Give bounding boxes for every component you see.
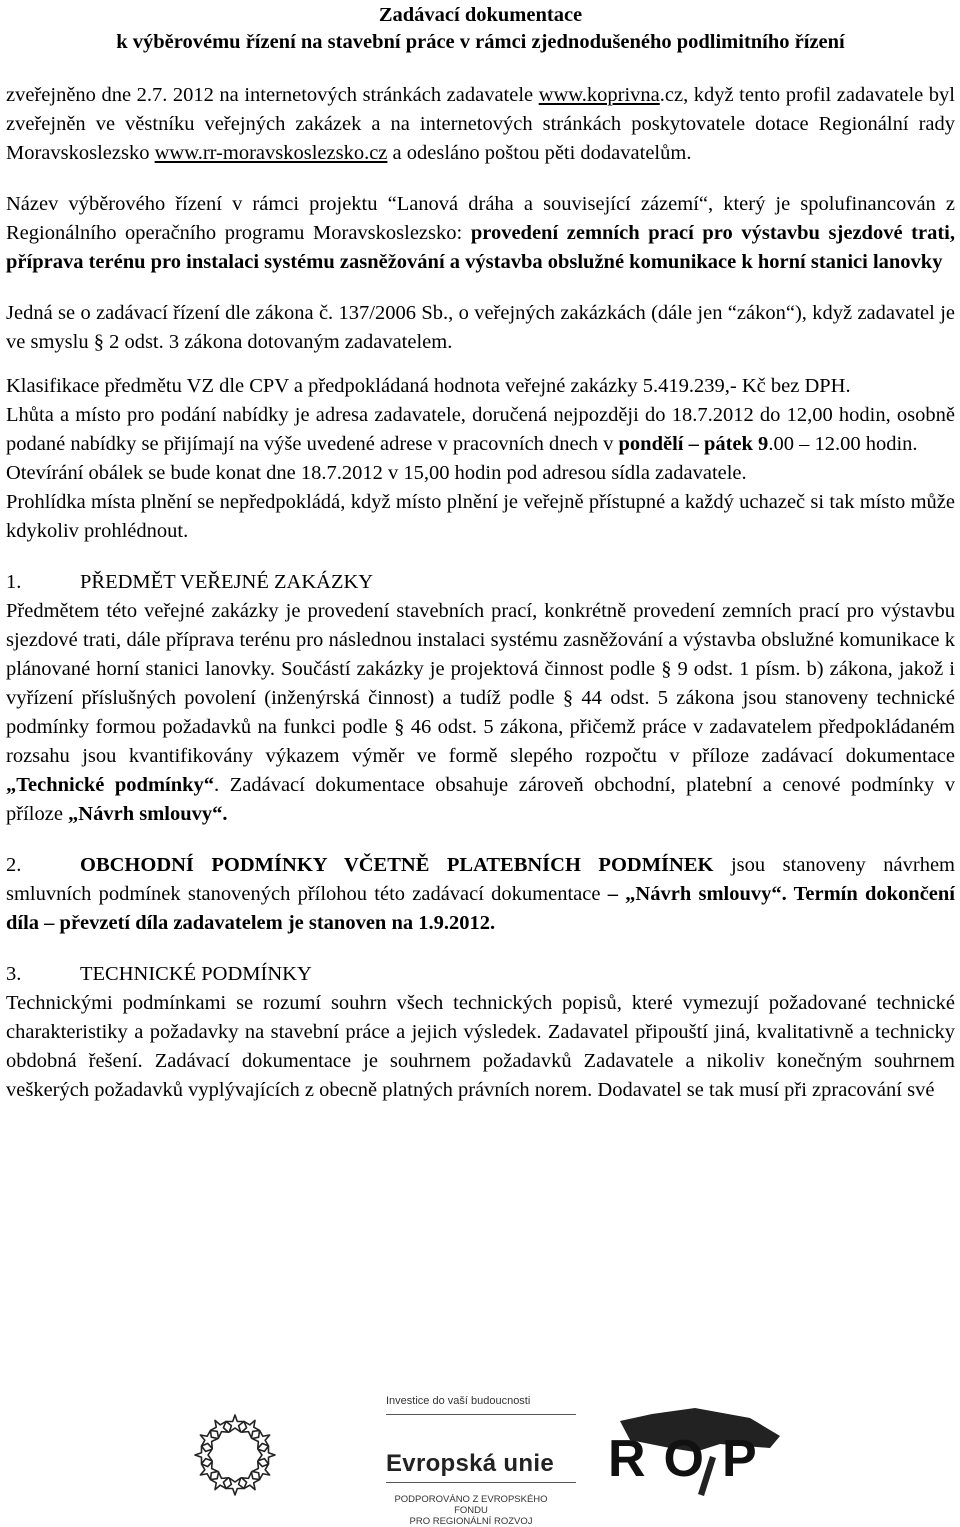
opening-paragraph: Otevírání obálek se bude konat dne 18.7.2012 v 15,00 hodin pod adresou sídla zadavatele.: [6, 462, 747, 484]
rop-logo-icon: [600, 1396, 800, 1506]
eu-flag-icon: [190, 1410, 280, 1500]
project-paragraph: Název výběrového řízení v rámci projektu “Lanová dráha a související zázemí“, který je spolufinancován z Regionálního operačního programu Moravskoslezsko: provedení zemních prací pro výstavbu sjezdové trati, příprava terénu pro instalaci systému zasněžování a výstavba obslužné komunikace k horní stanici lanovky: [6, 193, 955, 273]
deadline-paragraph: Lhůta a místo pro podání nabídky je adresa zadavatele, doručená nejpozději do 18.7.2012 do 12,00 hodin, osobně podané nabídky se přijímají na výše uvedené adrese v pracovních dnech v pondělí – pátek 9.00 – 12.00 hodin.: [6, 404, 955, 455]
rop-letters: ROP: [608, 1430, 775, 1488]
link-rr-moravskoslezsko[interactable]: www.rr-moravskoslezsko.cz: [154, 142, 388, 164]
inspection-paragraph: Prohlídka místa plnění se nepředpokládá, když místo plnění je veřejně přístupné a každý uchazeč si tak místo může kdykoliv prohlédnout.: [6, 491, 955, 542]
law-paragraph: Jedná se o zadávací řízení dle zákona č. 137/2006 Sb., o veřejných zakázkách (dále jen “zákon“), když zadavatel je ve smyslu § 2 odst. 3 zákona dotovaným zadavatelem.: [6, 302, 955, 353]
eu-fund-line1: PODPOROVÁNO Z EVROPSKÉHO FONDU: [394, 1494, 548, 1516]
footer-logos: [0, 1390, 960, 1525]
divider-bottom: [386, 1482, 576, 1483]
document-page: [6, 0, 955, 1105]
intro-paragraph: zveřejněno dne 2.7. 2012 na internetových stránkách zadavatele www.koprivna.cz, když tento profil zadavatele byl zveřejněn ve věstníku veřejných zakázek a na internetových stránkách poskytovatele dotace Regionální rady Moravskoslezsko www.rr-moravskoslezsko.cz a odesláno poštou pěti dodavatelům.: [6, 84, 956, 164]
eu-fund-line2: PRO REGIONÁLNÍ ROZVOJ: [409, 1516, 533, 1527]
section2-paragraph: 2. OBCHODNÍ PODMÍNKY VČETNĚ PLATEBNÍCH PODMÍNEK jsou stanoveny návrhem smluvních podmínek stanovených přílohou této zadávací dokumentace – „Návrh smlouvy“. Termín dokončení díla – převzetí díla zadavatelem je stanoven na 1.9.2012.: [6, 854, 956, 934]
eu-tagline: Investice do vaší budoucnosti: [386, 1395, 531, 1407]
section3-paragraph: Technickými podmínkami se rozumí souhrn všech technických popisů, které vymezují požadované technické charakteristiky a požadavky na stavební práce a jejich výsledek. Zadavatel připouští jiná, kvalitativně a technicky obdobná řešení. Zadávací dokumentace je souhrnem požadavků Zadavatele a nikoliv konečným souhrnem veškerých požadavků vyplývajících z obecně platných právních norem. Dodavatel se tak musí při zpracování své: [6, 992, 955, 1101]
section1-paragraph: Předmětem této veřejné zakázky je provedení stavebních prací, konkrétně provedení zemních prací pro výstavbu sjezdové trati, dále příprava terénu pro následnou instalaci systému zasněžování a výstavba obslužné komunikace k plánované horní stanici lanovky. Součástí zakázky je projektová činnost podle § 9 odst. 1 písm. b) zákona, jakož i vyřízení příslušných povolení (inženýrská činnost) a tudíž podle § 44 odst. 5 zákona jsou stanoveny technické podmínky formou požadavků na funkci podle § 46 odst. 5 zákona, přičemž práce v zadavatelem předpokládaném rozsahu jsou kvantifikovány výkazem výměr ve formě slepého rozpočtu v příloze zadávací dokumentace „Technické podmínky“. Zadávací dokumentace obsahuje zároveň obchodní, platební a cenové podmínky v příloze „Návrh smlouvy“.: [6, 600, 956, 825]
link-koprivna[interactable]: www.koprivna: [538, 84, 660, 106]
classification-paragraph: Klasifikace předmětu VZ dle CPV a předpokládaná hodnota veřejné zakázky 5.419.239,- Kč bez DPH.: [6, 375, 851, 397]
document-subtitle: k výběrovému řízení na stavební práce v rámci zjednodušeného podlimitního řízení: [116, 31, 845, 53]
section3-heading: 3. TECHNICKÉ PODMÍNKY: [6, 963, 312, 985]
eu-name: Evropská unie: [386, 1450, 554, 1477]
section1-heading: 1. PŘEDMĚT VEŘEJNÉ ZAKÁZKY: [6, 571, 374, 593]
divider-top: [386, 1414, 576, 1415]
document-title: Zadávací dokumentace: [378, 4, 583, 26]
